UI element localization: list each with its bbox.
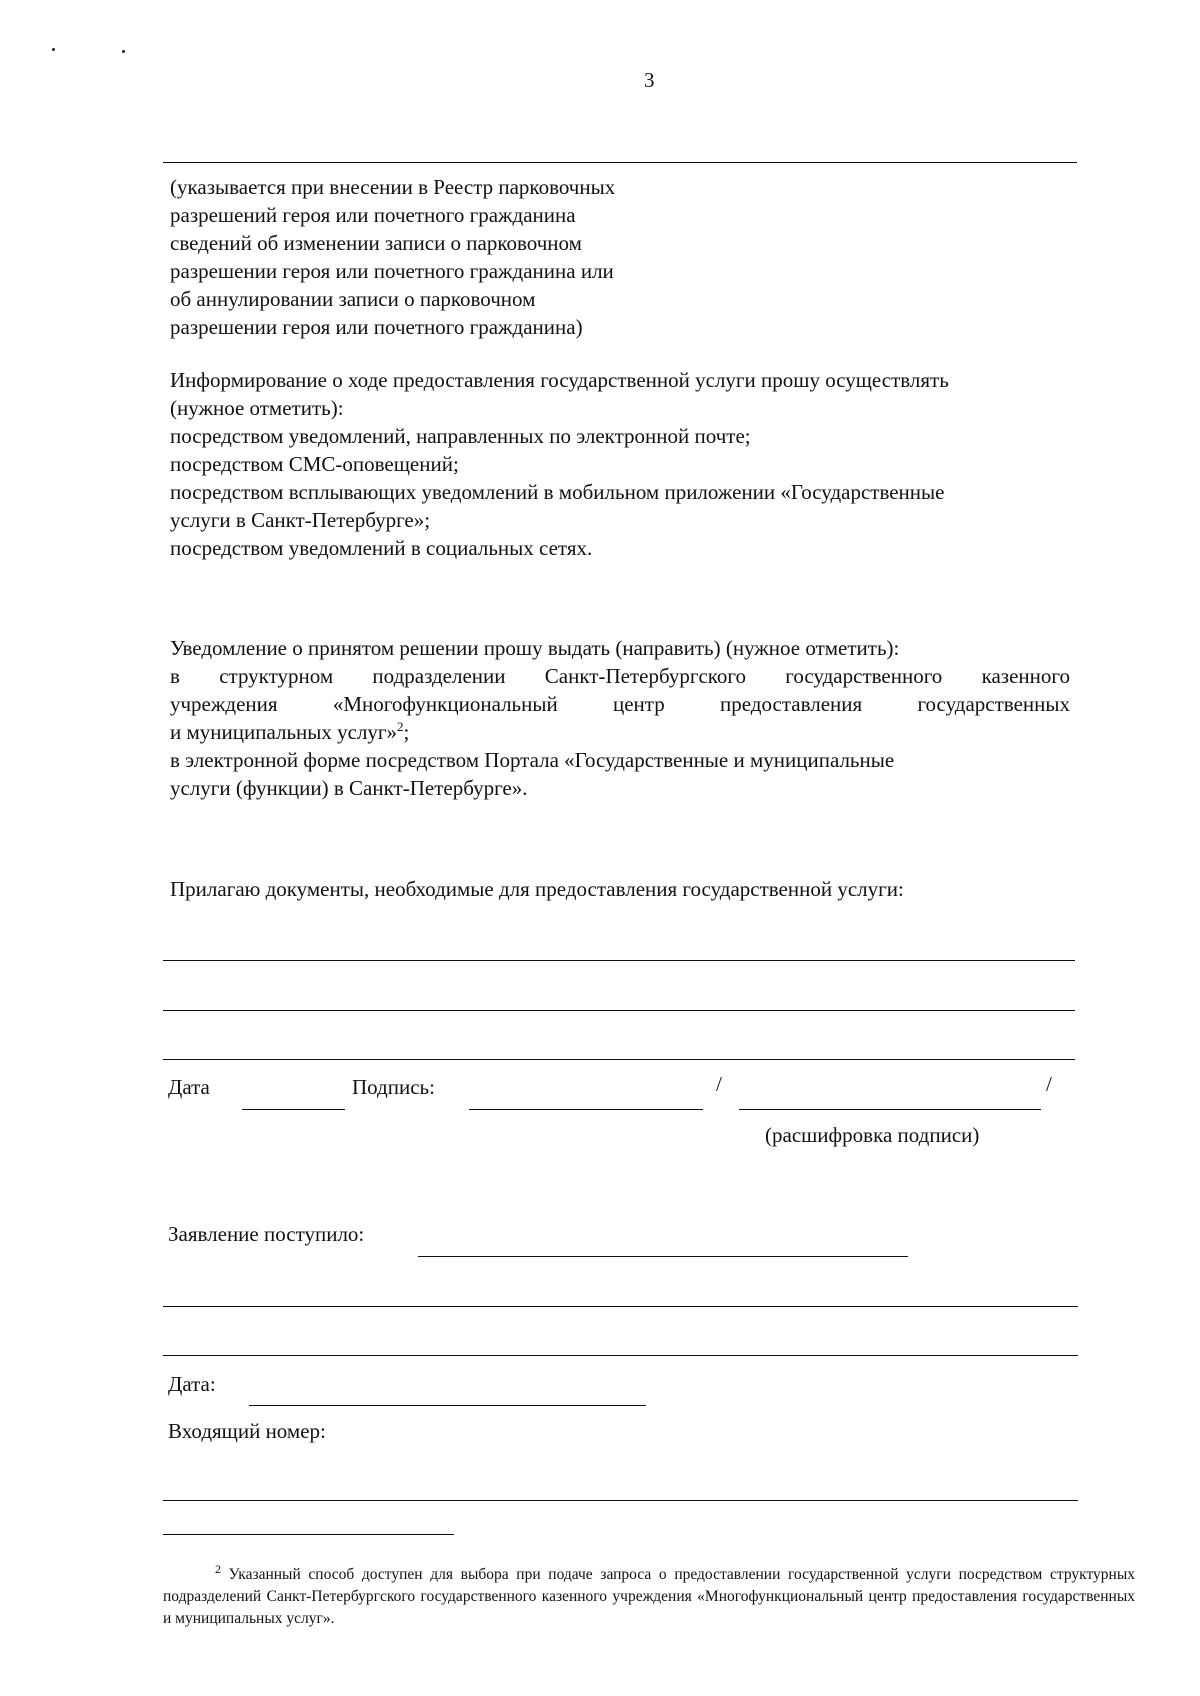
date-field[interactable] — [242, 1109, 345, 1110]
signature-decoding-field[interactable] — [739, 1109, 1041, 1110]
notification-option-mfc-end-text: и муниципальных услуг» — [170, 720, 398, 744]
notification-section — [170, 634, 1070, 802]
top-rule — [163, 162, 1077, 163]
note-line: об аннулировании записи о парковочном — [170, 287, 536, 311]
note-line: разрешении героя или почетного гражданина) — [170, 315, 583, 339]
informing-option-social[interactable]: посредством уведомлений в социальных сетях. — [170, 536, 593, 560]
attachment-line[interactable] — [163, 960, 1075, 961]
note-line: разрешений героя или почетного гражданина — [170, 203, 576, 227]
note-block — [170, 173, 615, 341]
footnote — [163, 1561, 1135, 1630]
attachment-line[interactable] — [163, 1059, 1075, 1060]
notification-option-portal[interactable]: в электронной форме посредством Портала «Государственные и муниципальные — [170, 748, 895, 772]
page-number: 3 — [644, 68, 655, 92]
informing-heading: Информирование о ходе предоставления государственной услуги прошу осуществлять — [170, 368, 949, 392]
slash: / — [1046, 1072, 1052, 1096]
date-label: Дата — [168, 1075, 210, 1099]
scan-speck — [122, 50, 125, 53]
notification-option-mfc[interactable]: в структурном подразделении Санкт-Петербургского государственного казенного — [170, 664, 1070, 688]
received-label: Заявление поступило: — [168, 1222, 365, 1246]
received-date-field[interactable] — [249, 1405, 646, 1406]
note-line: сведений об изменении записи о парковочном — [170, 231, 582, 255]
notification-option-mfc-end — [170, 718, 1070, 746]
notification-option-portal-cont: услуги (функции) в Санкт-Петербурге». — [170, 776, 528, 800]
scan-speck — [52, 48, 55, 51]
signature-label: Подпись: — [352, 1075, 435, 1099]
signature-field[interactable] — [469, 1109, 703, 1110]
received-date-label: Дата: — [168, 1372, 216, 1396]
notification-option-mfc-cont: учреждения «Многофункциональный центр предоставления государственных — [170, 692, 1070, 716]
received-line[interactable] — [163, 1306, 1078, 1307]
note-line: (указывается при внесении в Реестр парковочных — [170, 175, 616, 199]
note-line: разрешении героя или почетного гражданина или — [170, 259, 614, 283]
notification-option-mfc-tail: ; — [403, 720, 410, 744]
footnote-text: Указанный способ доступен для выбора при подаче запроса о предоставлении государственной услуги посредством структурных подразделений Санкт-Петербургского государственного казенного учреждения «Многофункциональный центр предоставления государственных и муниципальных услуг». — [163, 1566, 1135, 1627]
footnote-mark: 2 — [215, 1561, 221, 1576]
footnote-separator — [163, 1534, 454, 1535]
informing-option-email[interactable]: посредством уведомлений, направленных по электронной почте; — [170, 424, 751, 448]
informing-option-push-cont: услуги в Санкт-Петербурге»; — [170, 508, 431, 532]
received-field[interactable] — [418, 1256, 908, 1257]
slash: / — [716, 1072, 722, 1096]
decoding-caption: (расшифровка подписи) — [765, 1123, 980, 1147]
incoming-number-label: Входящий номер: — [168, 1419, 326, 1443]
received-line[interactable] — [163, 1355, 1078, 1356]
notification-heading: Уведомление о принятом решении прошу выдать (направить) (нужное отметить): — [170, 636, 900, 660]
incoming-number-field[interactable] — [163, 1500, 1078, 1501]
informing-option-push[interactable]: посредством всплывающих уведомлений в мобильном приложении «Государственные — [170, 480, 945, 504]
informing-section — [170, 366, 1070, 562]
informing-option-sms[interactable]: посредством СМС-оповещений; — [170, 452, 459, 476]
attachment-line[interactable] — [163, 1010, 1075, 1011]
attachments-label: Прилагаю документы, необходимые для предоставления государственной услуги: — [170, 877, 904, 901]
informing-heading-note: (нужное отметить): — [170, 396, 344, 420]
footnote-ref: 2 — [397, 719, 404, 734]
